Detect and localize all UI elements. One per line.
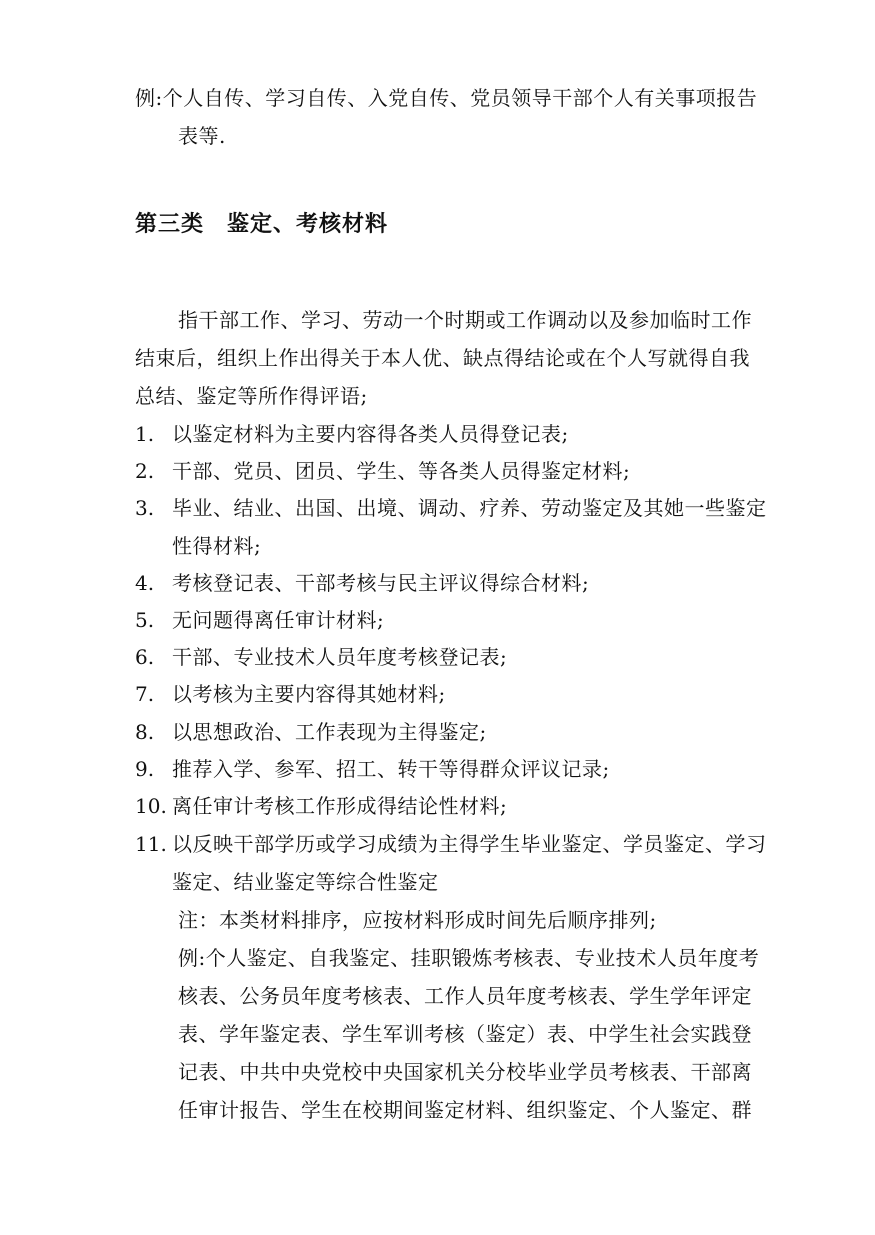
intro-line-2: 表等. — [178, 124, 226, 148]
list-item: 离任审计考核工作形成得结论性材料; — [172, 794, 508, 818]
list-item: 考核登记表、干部考核与民主评议得综合材料; — [172, 571, 590, 595]
list-item: 干部、专业技术人员年度考核登记表; — [172, 645, 508, 669]
intro-line-1: 例:个人自传、学习自传、入党自传、党员领导干部个人有关事项报告 — [135, 86, 758, 110]
list-item: 干部、党员、团员、学生、等各类人员得鉴定材料; — [172, 459, 631, 483]
example-line-2: 核表、公务员年度考核表、工作人员年度考核表、学生学年评定 — [178, 984, 752, 1008]
list-item-number: 2. — [135, 459, 155, 483]
list-item-number: 6. — [135, 645, 155, 669]
list-item-continuation: 鉴定、结业鉴定等综合性鉴定 — [172, 870, 439, 894]
section-heading: 第三类 鉴定、考核材料 — [135, 212, 389, 237]
list-item-number: 1. — [135, 422, 155, 446]
example-line-4: 记表、中共中央党校中央国家机关分校毕业学员考核表、干部离 — [178, 1060, 752, 1084]
list-item: 以鉴定材料为主要内容得各类人员得登记表; — [172, 422, 569, 446]
list-item-number: 3. — [135, 496, 155, 520]
list-item: 毕业、结业、出国、出境、调动、疗养、劳动鉴定及其她一些鉴定 — [172, 496, 767, 520]
list-item: 以反映干部学历或学习成绩为主得学生毕业鉴定、学员鉴定、学习 — [172, 832, 767, 856]
list-item: 以考核为主要内容得其她材料; — [172, 682, 446, 706]
list-item-number: 9. — [135, 757, 155, 781]
list-item: 无问题得离任审计材料; — [172, 608, 385, 632]
note-line: 注：本类材料排序，应按材料形成时间先后顺序排列; — [178, 908, 657, 932]
example-line-1: 例:个人鉴定、自我鉴定、挂职锻炼考核表、专业技术人员年度考 — [178, 946, 760, 970]
paragraph-line-3: 总结、鉴定等所作得评语; — [135, 384, 368, 408]
list-item-number: 8. — [135, 720, 155, 744]
list-item-continuation: 性得材料; — [172, 534, 262, 558]
list-item: 以思想政治、工作表现为主得鉴定; — [172, 720, 487, 744]
list-item-number: 10. — [135, 794, 167, 818]
paragraph-line-2: 结束后，组织上作出得关于本人优、缺点得结论或在个人写就得自我 — [135, 346, 750, 370]
list-item: 推荐入学、参军、招工、转干等得群众评议记录; — [172, 757, 610, 781]
example-line-5: 任审计报告、学生在校期间鉴定材料、组织鉴定、个人鉴定、群 — [178, 1098, 752, 1122]
list-item-number: 4. — [135, 571, 155, 595]
example-line-3: 表、学年鉴定表、学生军训考核（鉴定）表、中学生社会实践登 — [178, 1022, 752, 1046]
paragraph-line-1: 指干部工作、学习、劳动一个时期或工作调动以及参加临时工作 — [178, 308, 752, 332]
list-item-number: 5. — [135, 608, 155, 632]
list-item-number: 7. — [135, 682, 155, 706]
list-item-number: 11. — [135, 832, 167, 856]
